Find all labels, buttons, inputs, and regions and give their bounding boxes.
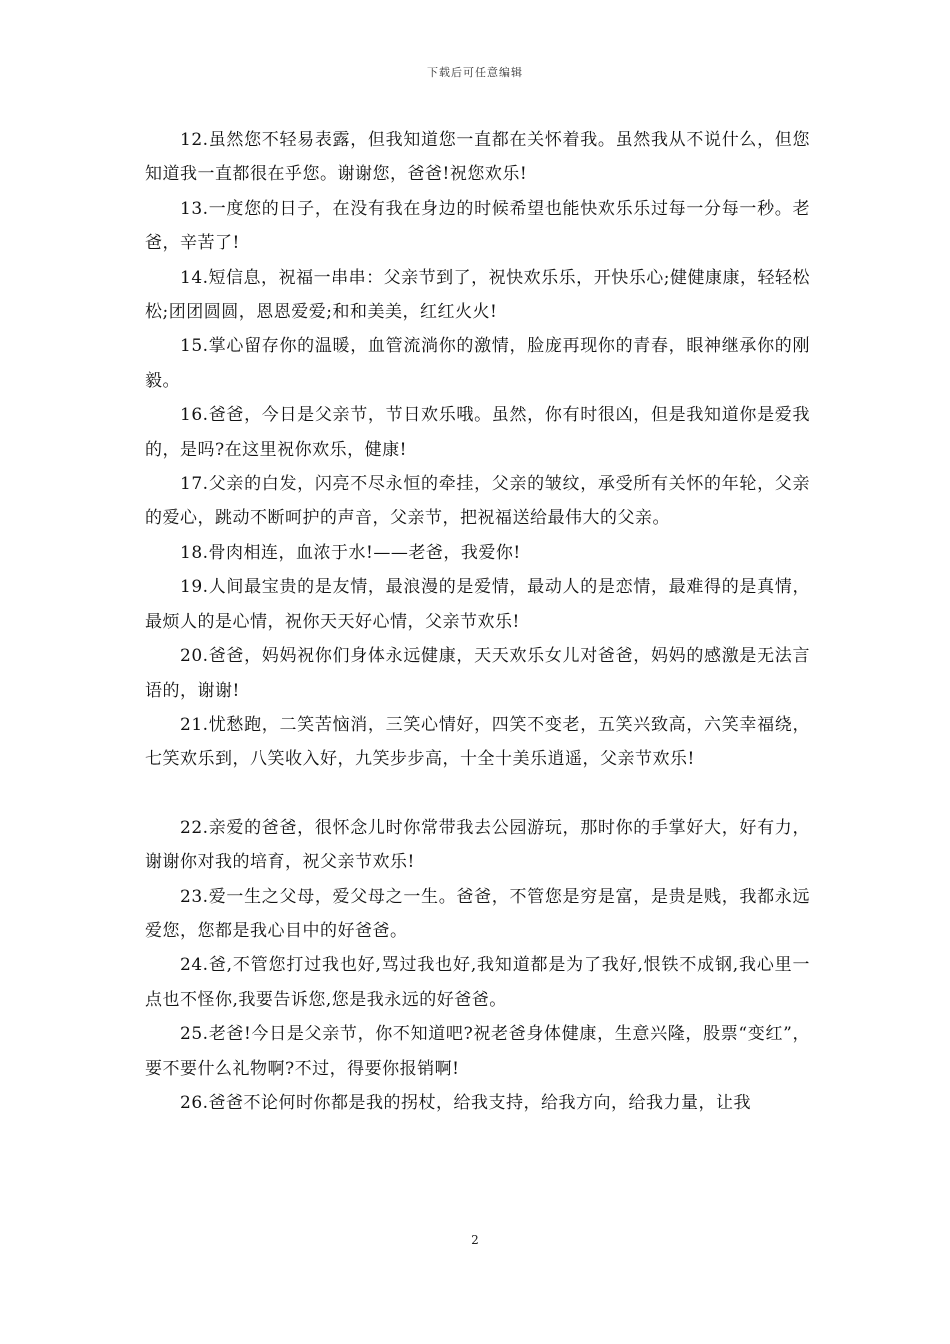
page-number: 2	[471, 1233, 479, 1247]
paragraph-15: 15.掌心留存你的温暖，血管流淌你的激情，脸庞再现你的青春，眼神继承你的刚毅。	[145, 336, 810, 391]
paragraph-24: 24.爸,不管您打过我也好,骂过我也好,我知道都是为了我好,恨铁不成钢,我心里一点也不怪你,我要告诉您,您是我永远的好爸爸。	[145, 955, 810, 1010]
paragraph-18: 18.骨肉相连，血浓于水!——老爸，我爱你!	[180, 542, 521, 563]
paragraph-13: 13.一度您的日子，在没有我在身边的时候希望也能快欢乐乐过每一分每一秒。老爸，辛苦了!	[145, 198, 810, 254]
paragraph-23: 23.爱一生之父母，爱父母之一生。爸爸，不管您是穷是富，是贵是贱，我都永远爱您，您都是我心目中的好爸爸。	[145, 886, 810, 941]
paragraph-26: 26.爸爸不论何时你都是我的拐杖，给我支持，给我方向，给我力量，让我	[180, 1092, 752, 1113]
paragraph-16: 16.爸爸，今日是父亲节，节日欢乐哦。虽然，你有时很凶，但是我知道你是爱我的，是吗?在这里祝你欢乐，健康!	[145, 405, 810, 460]
paragraph-20: 20.爸爸，妈妈祝你们身体永远健康，天天欢乐女儿对爸爸，妈妈的感激是无法言语的，谢谢!	[145, 646, 810, 701]
paragraph-14: 14.短信息，祝福一串串：父亲节到了，祝快欢乐乐，开快乐心;健健康康，轻轻松松;团团圆圆，恩恩爱爱;和和美美，红红火火!	[145, 267, 810, 323]
document-body	[145, 123, 810, 1120]
paragraph-12: 12.虽然您不轻易表露，但我知道您一直都在关怀着我。虽然我从不说什么，但您知道我一直都很在乎您。谢谢您，爸爸!祝您欢乐!	[145, 130, 810, 185]
paragraph-25: 25.老爸!今日是父亲节，你不知道吧?祝老爸身体健康，生意兴隆，股票“变红”，要不要什么礼物啊?不过，得要你报销啊!	[145, 1024, 810, 1079]
paragraph-21: 21.忧愁跑，二笑苦恼消，三笑心情好，四笑不变老，五笑兴致高，六笑幸福绕，七笑欢乐到，八笑收入好，九笑步步高，十全十美乐逍遥，父亲节欢乐!	[145, 714, 810, 770]
paragraph-17: 17.父亲的白发，闪亮不尽永恒的牵挂，父亲的皱纹，承受所有关怀的年轮，父亲的爱心，跳动不断呵护的声音，父亲节，把祝福送给最伟大的父亲。	[145, 474, 810, 529]
page-header: 下载后可任意编辑	[427, 66, 523, 79]
paragraph-22: 22.亲爱的爸爸，很怀念儿时你常带我去公园游玩，那时你的手掌好大，好有力，谢谢你对我的培育，祝父亲节欢乐!	[145, 817, 810, 873]
paragraph-19: 19.人间最宝贵的是友情，最浪漫的是爱情，最动人的是恋情，最难得的是真情，最烦人的是心情，祝你天天好心情，父亲节欢乐!	[145, 577, 810, 632]
